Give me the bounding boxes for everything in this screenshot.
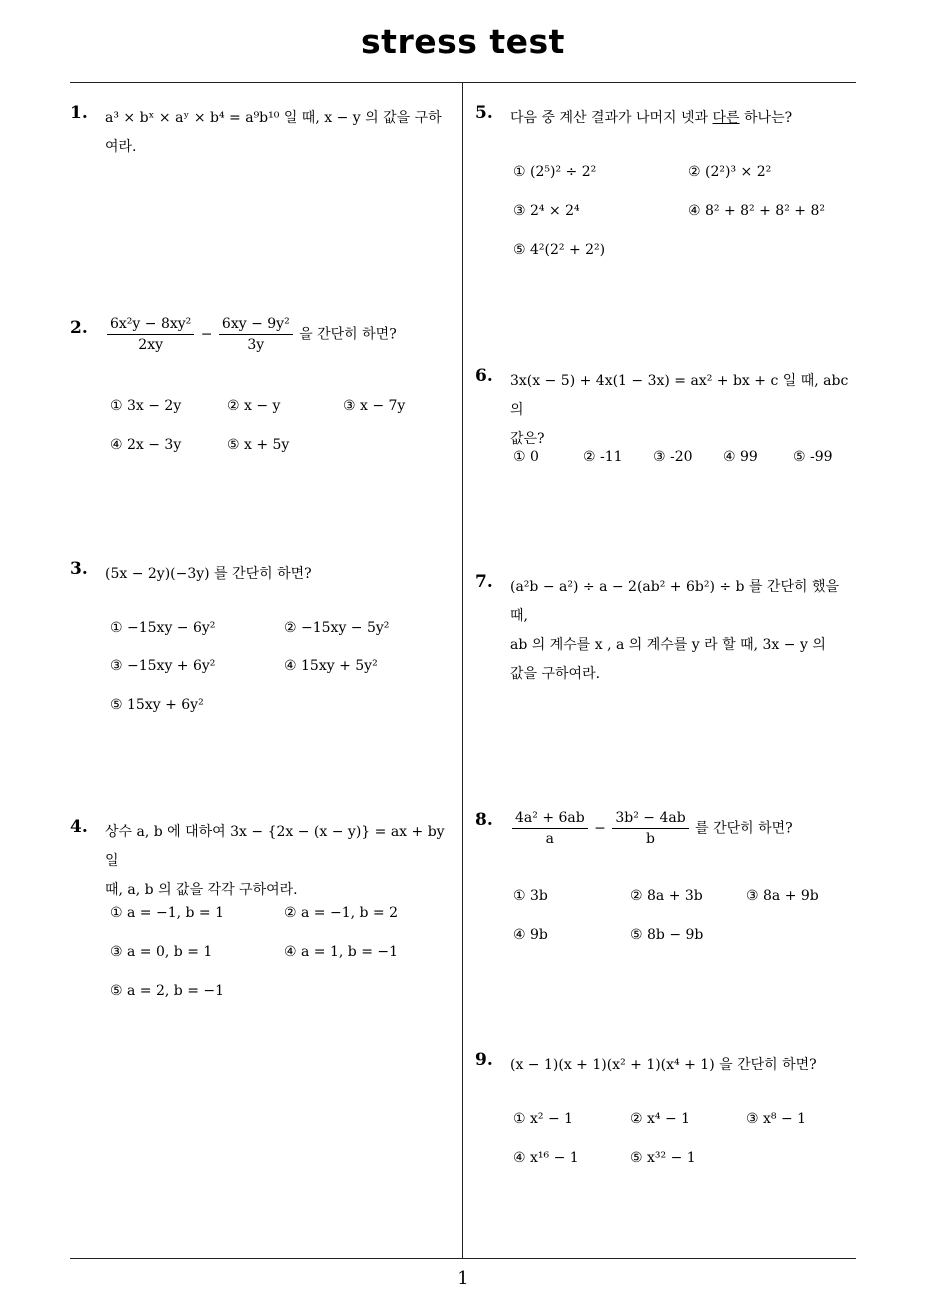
answer-option[interactable]: ① −15xy − 6y² [110,620,216,636]
question-number: 1. [70,103,88,123]
answer-option[interactable]: ⑤ 4²(2² + 2²) [513,242,606,258]
answer-option[interactable]: ④ a = 1, b = −1 [284,944,399,960]
footer-rule [70,1258,856,1259]
question-tail: 을 간단히 하면? [299,326,397,343]
question-text-line: 여라. [105,139,137,155]
answer-option[interactable]: ① (2⁵)² ÷ 2² [513,164,597,180]
fraction-numerator: 3b² − 4ab [612,810,688,829]
minus-sign: − [594,820,606,837]
question-8 [475,810,860,960]
answer-option[interactable]: ① a = −1, b = 1 [110,905,225,921]
answer-option[interactable]: ④ 2x − 3y [110,437,182,453]
question-text-line: ab 의 계수를 x , a 의 계수를 y 라 할 때, 3x − y 의 [510,637,826,653]
question-text [510,573,860,689]
answer-option[interactable]: ⑤ x + 5y [227,437,290,453]
question-text [510,810,793,847]
answer-option[interactable]: ③ a = 0, b = 1 [110,944,213,960]
question-text [105,104,461,162]
question-text-line: 때, a, b 의 값을 각각 구하여라. [105,882,298,898]
answer-option[interactable]: ④ 15xy + 5y² [284,658,378,674]
answer-option[interactable]: ① 3b [513,888,548,904]
fraction-denominator: 3y [247,337,265,353]
question-text-line: 3x(x − 5) + 4x(1 − 3x) = ax² + bx + c 일 때, abc 의 [510,373,849,418]
answer-option[interactable]: ② -11 [583,449,623,465]
answer-option[interactable]: ③ 8a + 9b [746,888,819,904]
answer-option[interactable]: ② a = −1, b = 2 [284,905,399,921]
header-rule [70,82,856,83]
fraction [512,810,588,847]
answer-option[interactable]: ② (2²)³ × 2² [688,164,772,180]
answer-option[interactable]: ③ −15xy + 6y² [110,658,216,674]
question-text [105,818,461,905]
question-3 [70,559,460,729]
question-number: 8. [475,810,493,830]
answer-option[interactable]: ④ x¹⁶ − 1 [513,1150,579,1166]
question-text [510,104,792,133]
fraction-denominator: 2xy [138,337,163,353]
page-title: stress test [361,22,565,61]
question-tail: 를 간단히 하면? [695,820,793,837]
fraction [219,316,293,353]
fraction [107,316,194,353]
fraction-numerator: 6xy − 9y² [219,316,293,335]
question-number: 3. [70,559,88,579]
question-text-line: (a²b − a²) ÷ a − 2(ab² + 6b²) ÷ b 를 간단히 했을 때, [510,579,839,624]
answer-option[interactable]: ③ x⁸ − 1 [746,1111,807,1127]
answer-option[interactable]: ① 3x − 2y [110,398,182,414]
question-text-line: a³ × bˣ × aʸ × b⁴ = a⁹b¹⁰ 일 때, x − y 의 값을 구하 [105,110,442,126]
answer-option[interactable]: ① x² − 1 [513,1111,574,1127]
page-number: 1 [457,1268,469,1289]
answer-option[interactable]: ③ 2⁴ × 2⁴ [513,203,580,219]
answer-option[interactable]: ② 8a + 3b [630,888,703,904]
question-text-part: 하나는? [739,110,793,126]
question-text [510,367,860,454]
question-number: 6. [475,366,493,386]
answer-option[interactable]: ② x − y [227,398,281,414]
answer-option[interactable]: ⑤ 8b − 9b [630,927,704,943]
fraction-numerator: 6x²y − 8xy² [107,316,194,335]
answer-option[interactable]: ④ 99 [723,449,758,465]
answer-option[interactable]: ② x⁴ − 1 [630,1111,691,1127]
answer-option[interactable]: ② −15xy − 5y² [284,620,390,636]
question-6 [475,366,860,486]
answer-option[interactable]: ④ 8² + 8² + 8² + 8² [688,203,825,219]
question-number: 4. [70,817,88,837]
question-number: 7. [475,572,493,592]
answer-option[interactable]: ③ -20 [653,449,693,465]
underlined-keyword: 다른 [712,110,740,126]
question-4 [70,817,460,1007]
column-divider [462,83,463,1259]
question-text-part: 다음 중 계산 결과가 나머지 넷과 [510,110,713,126]
question-text-line: 값은? [510,431,545,447]
question-7 [475,572,860,682]
question-number: 2. [70,318,88,338]
fraction [612,810,688,847]
fraction-denominator: a [545,831,555,847]
question-text: (x − 1)(x + 1)(x² + 1)(x⁴ + 1) 을 간단히 하면? [510,1057,817,1073]
question-5 [475,103,860,273]
question-9 [475,1050,860,1180]
answer-option[interactable]: ⑤ x³² − 1 [630,1150,696,1166]
question-2 [70,316,460,466]
answer-option[interactable]: ⑤ a = 2, b = −1 [110,983,225,999]
minus-sign: − [200,326,213,343]
question-text-line: 상수 a, b 에 대하여 3x − {2x − (x − y)} = ax + by 일 [105,824,445,869]
question-number: 5. [475,103,493,123]
fraction-denominator: b [646,831,655,847]
answer-option[interactable]: ① 0 [513,449,539,465]
answer-option[interactable]: ③ x − 7y [343,398,406,414]
question-text-line: 값을 구하여라. [510,666,601,682]
answer-option[interactable]: ⑤ -99 [793,449,833,465]
answer-option[interactable]: ④ 9b [513,927,548,943]
question-text [105,316,397,353]
answer-option[interactable]: ⑤ 15xy + 6y² [110,697,204,713]
fraction-numerator: 4a² + 6ab [512,810,588,829]
question-text: (5x − 2y)(−3y) 를 간단히 하면? [105,566,312,582]
question-number: 9. [475,1050,493,1070]
